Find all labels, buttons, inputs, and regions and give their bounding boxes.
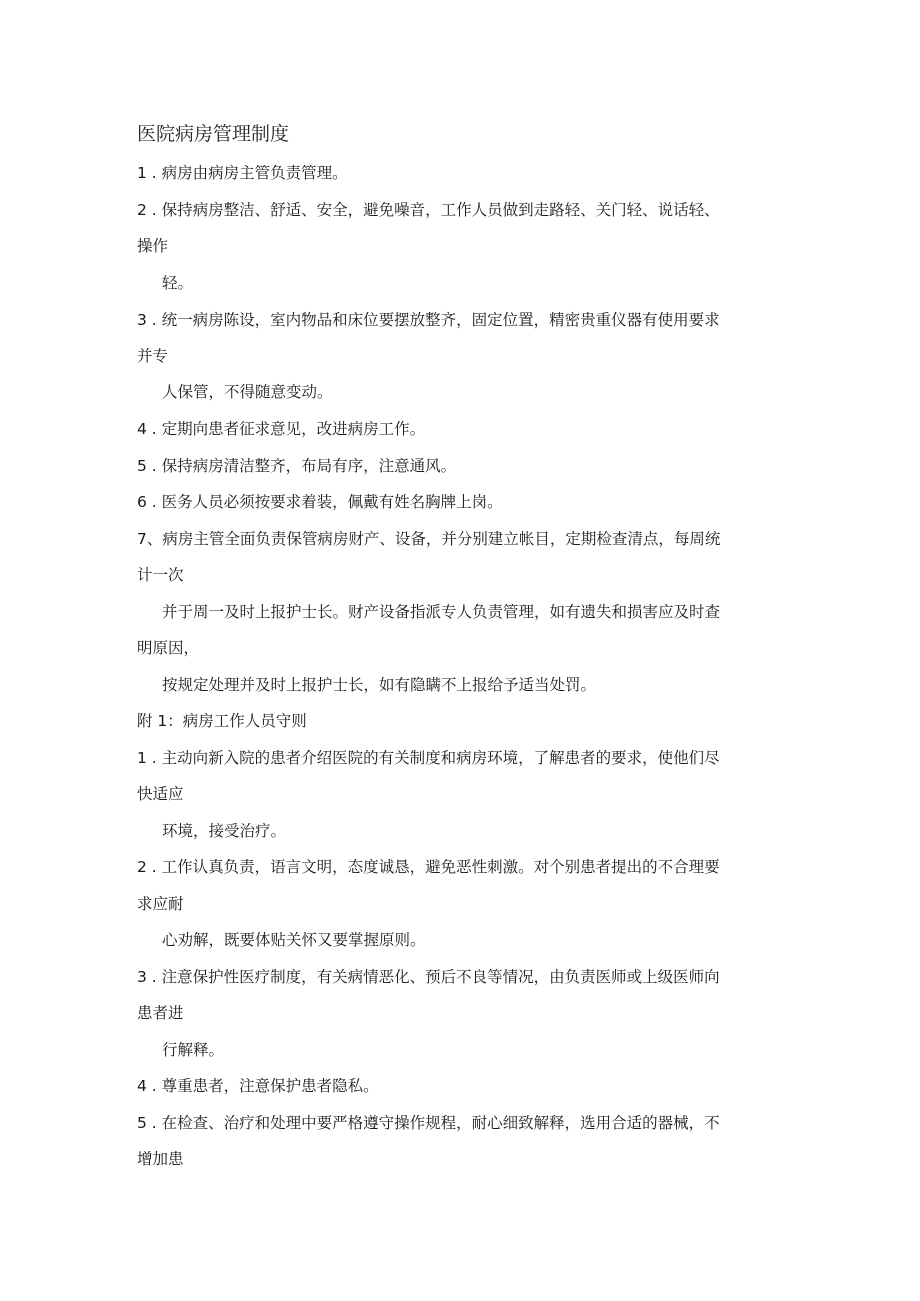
- text-line: 操作: [137, 237, 169, 255]
- text-line: 并专: [137, 347, 169, 365]
- text-line: 5 . 在检查、治疗和处理中要严格遵守操作规程，耐心细致解释，选用合适的器械，不: [137, 1114, 720, 1132]
- text-line: 求应耐: [137, 895, 184, 913]
- text-line: 人保管，不得随意变动。: [162, 383, 333, 401]
- text-line: 并于周一及时上报护士长。财产设备指派专人负责管理，如有遗失和损害应及时查: [162, 603, 721, 621]
- text-line: 2 . 保持病房整洁、舒适、安全，避免噪音，工作人员做到走路轻、关门轻、说话轻、: [137, 201, 720, 219]
- text-line: 2 . 工作认真负责，语言文明，态度诚恳，避免恶性刺激。对个别患者提出的不合理要: [137, 858, 720, 876]
- text-line: 患者进: [137, 1004, 184, 1022]
- text-line: 7、病房主管全面负责保管病房财产、设备，并分别建立帐目，定期检查清点，每周统: [137, 530, 721, 548]
- text-line: 按规定处理并及时上报护士长，如有隐瞒不上报给予适当处罚。: [162, 676, 597, 694]
- text-line: 增加患: [137, 1150, 184, 1168]
- text-line: 心劝解，既要体贴关怀又要掌握原则。: [162, 931, 426, 949]
- document-title: 医院病房管理制度: [137, 123, 290, 145]
- text-line: 1 . 病房由病房主管负责管理。: [137, 164, 348, 182]
- text-line: 环境，接受治疗。: [162, 822, 287, 840]
- text-line: 4 . 尊重患者，注意保护患者隐私。: [137, 1077, 379, 1095]
- text-line: 轻。: [162, 274, 194, 292]
- text-line: 1 . 主动向新入院的患者介绍医院的有关制度和病房环境，了解患者的要求，使他们尽: [137, 749, 720, 767]
- text-line: 快适应: [137, 785, 184, 803]
- text-line: 计一次: [137, 566, 184, 584]
- text-line: 4 . 定期向患者征求意见，改进病房工作。: [137, 420, 426, 438]
- text-line: 明原因，: [137, 639, 200, 657]
- text-line: 3 . 统一病房陈设，室内物品和床位要摆放整齐，固定位置，精密贵重仪器有使用要求: [137, 311, 720, 329]
- text-line: 附 1：病房工作人员守则: [137, 712, 307, 730]
- text-line: 6 . 医务人员必须按要求着装，佩戴有姓名胸牌上岗。: [137, 493, 503, 511]
- text-line: 5 . 保持病房清洁整齐，布局有序，注意通风。: [137, 457, 457, 475]
- text-line: 行解释。: [162, 1041, 225, 1059]
- text-line: 3 . 注意保护性医疗制度，有关病情恶化、预后不良等情况，由负责医师或上级医师向: [137, 968, 720, 986]
